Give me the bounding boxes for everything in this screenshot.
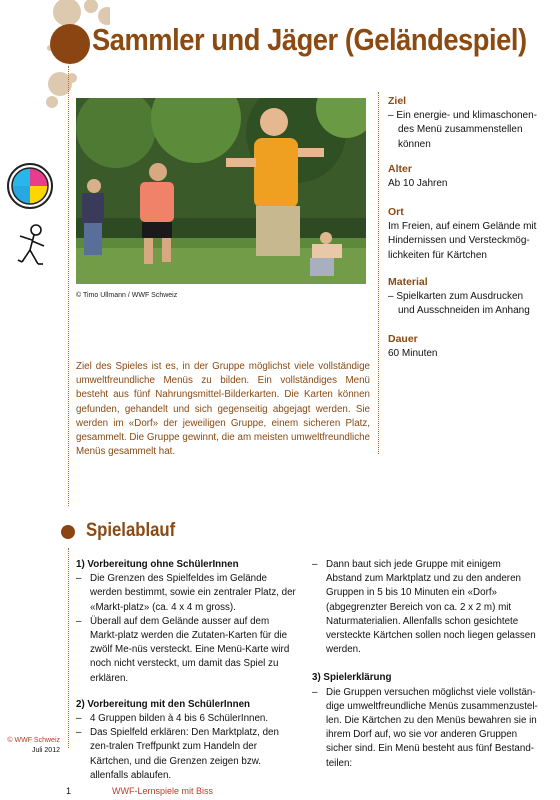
info-heading: Ziel xyxy=(388,95,407,107)
info-line: können xyxy=(398,138,431,150)
series-title: WWF-Lernspiele mit Biss xyxy=(112,786,214,796)
vertical-guide-right xyxy=(378,92,379,454)
photo-credit: © Timo Ullmann / WWF Schweiz xyxy=(76,292,178,299)
info-line: – Spielkarten zum Ausdrucken xyxy=(388,290,524,302)
info-line: des Menü zusammenstellen xyxy=(398,124,523,135)
info-line: Ab 10 Jahren xyxy=(388,177,448,189)
list-item: – Die Gruppen versuchen möglichst viele vollstän-dige umweltfreundliche Menüs zusammenzustel-len. Die Kärtchen zu den Menüs bewahren sie in ihrem Dorf auf, wo sie vor anderen Gruppen sicher sind. Ein Menü besteht aus fünf Bestand-teilen: xyxy=(312,686,538,769)
title-bullet-circle xyxy=(50,24,90,64)
info-line: und Ausschneiden im Anhang xyxy=(398,305,530,316)
deco-circle xyxy=(46,96,58,108)
color-wheel-icon xyxy=(6,162,54,210)
info-line: Hindernissen und Versteckmög- xyxy=(388,235,530,246)
step-heading: 3) Spielerklärung xyxy=(312,672,392,684)
photo-children-running xyxy=(76,98,366,284)
info-ort xyxy=(388,205,558,263)
list-item: – Die Grenzen des Spielfeldes im Gelände werden bestimmt, sowie ein zentraler Platz, der «Markt-platz» (ca. 4 x 4 m gross). xyxy=(76,573,296,613)
info-material xyxy=(388,275,558,319)
list-item: – Dann baut sich jede Gruppe mit einigem Abstand zum Marktplatz und zu den anderen Gruppen in 5 bis 10 Minuten ein «Dorf» (abgegrenzter Bereich von ca. 2 x 2 m) mit Naturmaterialien. Allenfalls schon gesichtete versteckte Kärtchen sollen noch liegen gelassen werden. xyxy=(312,559,536,656)
publication-date: Juli 2012 xyxy=(31,747,60,754)
deco-circle xyxy=(53,0,81,26)
info-line: Im Freien, auf einem Gelände mit xyxy=(388,220,537,232)
vertical-guide-bottom xyxy=(68,548,69,748)
info-dauer xyxy=(388,332,558,361)
intro-paragraph: Ziel des Spieles ist es, in der Gruppe möglichst viele vollständige umweltfreundliche Menüs zu bilden. Ein vollständiges Menü besteht aus fünf Nahrungsmittel-Bilderkarten. Die Karten können gefunden, gehandelt und sich gegenseitig abgejagt werden. Sie werden im «Dorf» der jeweiligen Gruppe, einem sicheren Platz, gesammelt. Die Gruppe gewinnt, die am meisten umweltfreundliche Menüs gesammelt hat. xyxy=(76,361,370,458)
running-figure-icon xyxy=(14,222,50,268)
list-item: – Das Spielfeld erklären: Den Marktplatz, den zen-tralen Treffpunkt zum Handeln der Kärtchen, und die Grenzen zeigen bzw. allenfalls ablaufen. xyxy=(76,727,279,781)
info-line: 60 Minuten xyxy=(388,347,438,359)
section-title: Spielablauf xyxy=(86,520,176,541)
copyright-brand: © WWF Schweiz xyxy=(7,737,60,744)
page-title: Sammler und Jäger (Geländespiel) xyxy=(92,22,527,57)
step-heading: 1) Vorbereitung ohne SchülerInnen xyxy=(76,559,239,570)
info-ziel xyxy=(388,94,558,152)
steps-left-column xyxy=(76,558,298,783)
info-heading: Dauer xyxy=(388,333,418,345)
vertical-guide-left xyxy=(68,66,69,506)
list-item: – Überall auf dem Gelände ausser auf dem Markt-platz werden die Zutaten-Karten für die zwölf Me-nüs versteckt. Eine Menü-Karte wird noch nicht versteckt, um damit das Spiel zu erklären. xyxy=(76,615,290,684)
section-bullet-circle xyxy=(60,524,76,540)
info-alter xyxy=(388,162,558,191)
list-item: – 4 Gruppen bilden à 4 bis 6 SchülerInnen. xyxy=(76,713,269,725)
info-heading: Ort xyxy=(388,206,404,218)
deco-circle xyxy=(84,0,98,13)
info-line: lichkeiten für Kärtchen xyxy=(388,249,487,261)
step-heading: 2) Vorbereitung mit den SchülerInnen xyxy=(76,698,251,710)
info-line: – Ein energie- und klimaschonen- xyxy=(388,109,537,121)
info-heading: Alter xyxy=(388,163,412,175)
steps-right-column xyxy=(312,558,538,771)
page-number: 1 xyxy=(66,786,72,796)
info-heading: Material xyxy=(388,276,428,288)
